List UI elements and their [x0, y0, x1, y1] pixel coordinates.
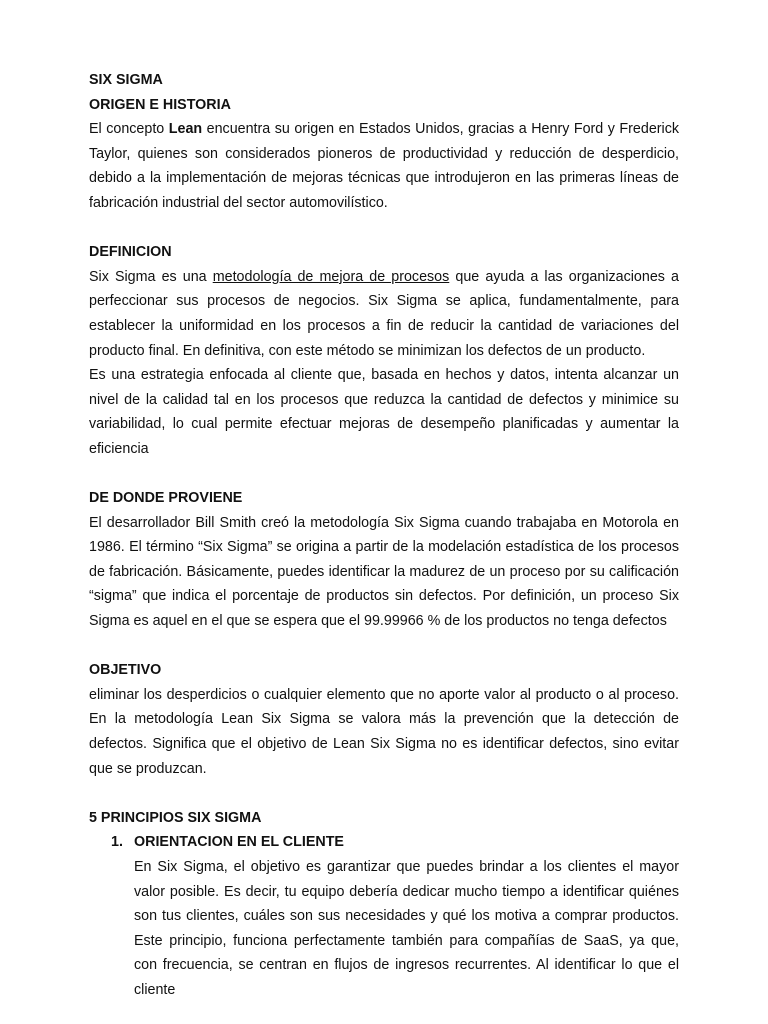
paragraph-definicion-2: Es una estrategia enfocada al cliente que, basada en hechos y datos, intenta alcanzar un nivel de la calidad tal en los procesos que reduzca la cantidad de defectos y minimice su variabilidad, lo cual permite efectuar mejoras de desempeño planificadas y aumentar la eficiencia	[89, 367, 679, 457]
heading-objetivo: OBJETIVO	[89, 662, 162, 679]
list-item-title: ORIENTACION EN EL CLIENTE	[134, 834, 344, 851]
paragraph-origen	[89, 117, 679, 215]
origen-text-end: encuentra su origen en Estados Unidos, gracias a Henry Ford y Frederick Taylor, quienes son considerados pioneros de productividad y reducción de desperdicio, debido a la implementación de mejoras técnicas que introdujeron en las primeras líneas de fabricación industrial del sector automovilístico.	[89, 121, 680, 211]
principios-list	[89, 830, 679, 1002]
heading-definicion: DEFINICION	[89, 244, 172, 261]
lean-bold-term: Lean	[168, 121, 203, 138]
paragraph-proviene: El desarrollador Bill Smith creó la metodología Six Sigma cuando trabajaba en Motorola en 1986. El término “Six Sigma” se origina a partir de la modelación estadística de los procesos de fabricación. Básicamente, puedes identificar la madurez de un proceso por su calificación “sigma” que indica el porcentaje de productos sin defectos. Por definición, un proceso Six Sigma es aquel en el que se espera que el 99.99966 % de los productos no tenga defectos	[89, 514, 679, 630]
definicion-text-start: Six Sigma es una	[89, 268, 213, 285]
section-objetivo	[89, 658, 679, 781]
section-origen	[89, 93, 679, 216]
paragraph-definicion-1	[89, 265, 679, 363]
list-item	[89, 830, 679, 1002]
section-proviene	[89, 486, 679, 634]
metodologia-link[interactable]: metodología de mejora de procesos	[212, 268, 450, 285]
paragraph-objetivo: eliminar los desperdicios o cualquier elemento que no aporte valor al producto o al proceso. En la metodología Lean Six Sigma se valora más la prevención que la detección de defectos. Significa que el objetivo de Lean Six Sigma no es identificar defectos, sino evitar que se produzcan.	[89, 686, 679, 777]
section-definicion	[89, 240, 679, 461]
heading-origen: ORIGEN E HISTORIA	[89, 96, 231, 113]
section-principios	[89, 806, 679, 1003]
origen-text-start: El concepto	[89, 121, 169, 138]
list-item-text: En Six Sigma, el objetivo es garantizar que puedes brindar a los clientes el mayor valor posible. Es decir, tu equipo debería dedicar mucho tiempo a identificar quiénes son tus clientes, cuáles son sus necesidades y qué los motiva a comprar productos. Este principio, funciona perfectamente también para compañías de SaaS, ya que, con frecuencia, se centran en flujos de ingresos recurrentes. Al identificar lo que el cliente	[134, 859, 679, 998]
heading-principios: 5 PRINCIPIOS SIX SIGMA	[89, 809, 262, 826]
definicion-text-end: que ayuda a las organizaciones a perfeccionar sus procesos de negocios. Six Sigma se aplica, fundamentalmente, para establecer la uniformidad en los procesos a fin de reducir la cantidad de variaciones del producto final. En definitiva, con este método se minimizan los defectos de un producto.	[89, 268, 679, 359]
document-title: SIX SIGMA	[89, 72, 163, 88]
list-item-number: 1.	[111, 834, 123, 851]
heading-proviene: DE DONDE PROVIENE	[89, 490, 243, 507]
